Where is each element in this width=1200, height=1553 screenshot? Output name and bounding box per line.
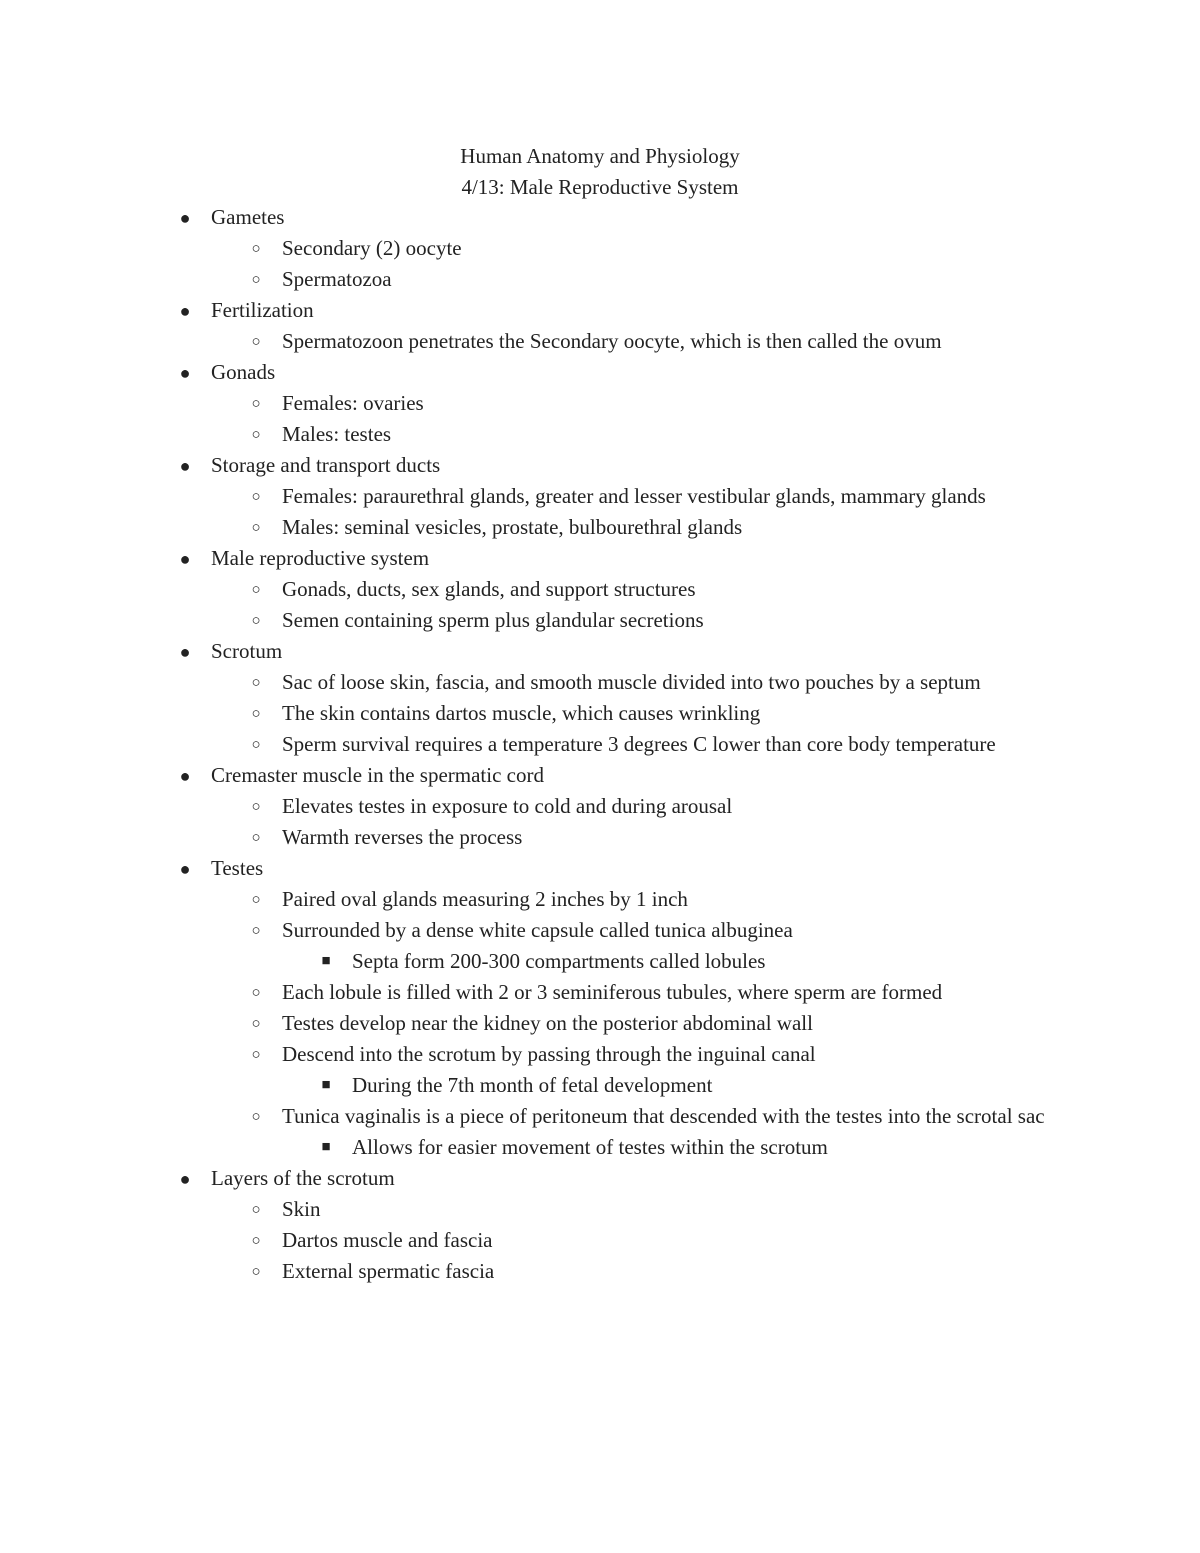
title-block: [0, 141, 1200, 203]
outline-item-level-1: [0, 977, 1200, 1008]
hollow-circle-bullet-icon: ○: [251, 1016, 261, 1032]
outline-item-level-1: [0, 233, 1200, 264]
outline-item-text: Dartos muscle and fascia: [282, 1228, 493, 1252]
outline-item-text: During the 7th month of fetal development: [352, 1073, 713, 1097]
outline-item-text: Testes: [211, 856, 264, 880]
filled-circle-bullet-icon: ●: [179, 859, 191, 879]
outline-item-text: Warmth reverses the process: [282, 825, 523, 849]
hollow-circle-bullet-icon: ○: [251, 737, 261, 753]
outline-item-text: Gonads: [211, 360, 276, 384]
hollow-circle-bullet-icon: ○: [251, 675, 261, 691]
hollow-circle-bullet-icon: ○: [251, 1202, 261, 1218]
outline-item-level-1: [0, 1256, 1200, 1287]
outline-item-level-1: [0, 667, 1200, 698]
outline-item-text: Sperm survival requires a temperature 3 degrees C lower than core body temperature: [282, 732, 996, 756]
outline-item-level-1: [0, 264, 1200, 295]
outline-item-text: Scrotum: [211, 639, 283, 663]
filled-circle-bullet-icon: ●: [179, 301, 191, 321]
outline-item-level-1: [0, 326, 1200, 357]
hollow-circle-bullet-icon: ○: [251, 396, 261, 412]
outline-item-level-1: [0, 481, 1200, 512]
hollow-circle-bullet-icon: ○: [251, 1233, 261, 1249]
hollow-circle-bullet-icon: ○: [251, 923, 261, 939]
outline-item-level-0: [0, 295, 1200, 326]
outline-item-text: Tunica vaginalis is a piece of peritoneum that descended with the testes into the scrotal sac: [282, 1104, 1045, 1128]
outline-item-text: Males: seminal vesicles, prostate, bulbourethral glands: [282, 515, 743, 539]
outline-item-level-1: [0, 1194, 1200, 1225]
hollow-circle-bullet-icon: ○: [251, 489, 261, 505]
filled-square-bullet-icon: ■: [321, 1077, 331, 1093]
hollow-circle-bullet-icon: ○: [251, 272, 261, 288]
outline-item-level-0: [0, 636, 1200, 667]
outline-item-text: Paired oval glands measuring 2 inches by 1 inch: [282, 887, 688, 911]
outline-item-level-1: [0, 605, 1200, 636]
outline-item-level-1: [0, 915, 1200, 946]
hollow-circle-bullet-icon: ○: [251, 334, 261, 350]
outline-item-level-1: [0, 822, 1200, 853]
filled-circle-bullet-icon: ●: [179, 642, 191, 662]
outline-item-text: Testes develop near the kidney on the posterior abdominal wall: [282, 1011, 813, 1035]
filled-circle-bullet-icon: ●: [179, 766, 191, 786]
filled-circle-bullet-icon: ●: [179, 1169, 191, 1189]
outline-item-level-2: [0, 1132, 1200, 1163]
outline-item-level-1: [0, 884, 1200, 915]
outline-item-text: The skin contains dartos muscle, which causes wrinkling: [282, 701, 761, 725]
hollow-circle-bullet-icon: ○: [251, 427, 261, 443]
outline-item-level-0: [0, 543, 1200, 574]
outline-item-text: Each lobule is filled with 2 or 3 seminiferous tubules, where sperm are formed: [282, 980, 943, 1004]
outline-item-level-0: [0, 760, 1200, 791]
outline-item-text: Storage and transport ducts: [211, 453, 441, 477]
outline-item-level-0: [0, 357, 1200, 388]
outline-item-text: Females: paraurethral glands, greater and lesser vestibular glands, mammary glands: [282, 484, 986, 508]
filled-circle-bullet-icon: ●: [179, 456, 191, 476]
document-title: Human Anatomy and Physiology: [460, 144, 740, 168]
outline-item-text: Surrounded by a dense white capsule called tunica albuginea: [282, 918, 793, 942]
filled-circle-bullet-icon: ●: [179, 208, 191, 228]
outline-item-text: Septa form 200-300 compartments called lobules: [352, 949, 766, 973]
outline-item-text: Fertilization: [211, 298, 314, 322]
outline-item-level-1: [0, 791, 1200, 822]
outline-item-text: External spermatic fascia: [282, 1259, 495, 1283]
outline-item-level-1: [0, 1225, 1200, 1256]
notes-outline: [0, 202, 1200, 1287]
outline-item-text: Spermatozoon penetrates the Secondary oocyte, which is then called the ovum: [282, 329, 942, 353]
outline-item-text: Allows for easier movement of testes within the scrotum: [352, 1135, 828, 1159]
filled-square-bullet-icon: ■: [321, 1139, 331, 1155]
outline-item-level-1: [0, 574, 1200, 605]
outline-item-text: Male reproductive system: [211, 546, 430, 570]
hollow-circle-bullet-icon: ○: [251, 1109, 261, 1125]
outline-item-level-0: [0, 450, 1200, 481]
outline-item-text: Skin: [282, 1197, 321, 1221]
hollow-circle-bullet-icon: ○: [251, 799, 261, 815]
filled-circle-bullet-icon: ●: [179, 363, 191, 383]
outline-item-level-1: [0, 388, 1200, 419]
document-subtitle: 4/13: Male Reproductive System: [461, 175, 739, 199]
outline-item-level-1: [0, 1039, 1200, 1070]
outline-item-text: Layers of the scrotum: [211, 1166, 395, 1190]
outline-item-text: Gametes: [211, 205, 285, 229]
outline-item-level-2: [0, 1070, 1200, 1101]
hollow-circle-bullet-icon: ○: [251, 985, 261, 1001]
outline-item-level-1: [0, 1101, 1200, 1132]
outline-item-text: Cremaster muscle in the spermatic cord: [211, 763, 544, 787]
outline-item-text: Elevates testes in exposure to cold and during arousal: [282, 794, 733, 818]
outline-item-level-1: [0, 512, 1200, 543]
outline-item-text: Semen containing sperm plus glandular secretions: [282, 608, 704, 632]
hollow-circle-bullet-icon: ○: [251, 520, 261, 536]
outline-item-level-1: [0, 729, 1200, 760]
outline-item-text: Secondary (2) oocyte: [282, 236, 462, 260]
outline-item-level-1: [0, 419, 1200, 450]
outline-item-text: Spermatozoa: [282, 267, 392, 291]
filled-circle-bullet-icon: ●: [179, 549, 191, 569]
hollow-circle-bullet-icon: ○: [251, 582, 261, 598]
hollow-circle-bullet-icon: ○: [251, 830, 261, 846]
outline-item-text: Males: testes: [282, 422, 392, 446]
outline-item-level-0: [0, 202, 1200, 233]
outline-item-level-0: [0, 853, 1200, 884]
outline-item-level-2: [0, 946, 1200, 977]
outline-item-text: Females: ovaries: [282, 391, 424, 415]
outline-item-text: Sac of loose skin, fascia, and smooth muscle divided into two pouches by a septum: [282, 670, 981, 694]
hollow-circle-bullet-icon: ○: [251, 706, 261, 722]
hollow-circle-bullet-icon: ○: [251, 1264, 261, 1280]
outline-item-text: Gonads, ducts, sex glands, and support structures: [282, 577, 696, 601]
outline-item-level-1: [0, 698, 1200, 729]
filled-square-bullet-icon: ■: [321, 953, 331, 969]
outline-item-text: Descend into the scrotum by passing through the inguinal canal: [282, 1042, 816, 1066]
hollow-circle-bullet-icon: ○: [251, 241, 261, 257]
hollow-circle-bullet-icon: ○: [251, 892, 261, 908]
outline-item-level-0: [0, 1163, 1200, 1194]
outline-item-level-1: [0, 1008, 1200, 1039]
hollow-circle-bullet-icon: ○: [251, 1047, 261, 1063]
hollow-circle-bullet-icon: ○: [251, 613, 261, 629]
